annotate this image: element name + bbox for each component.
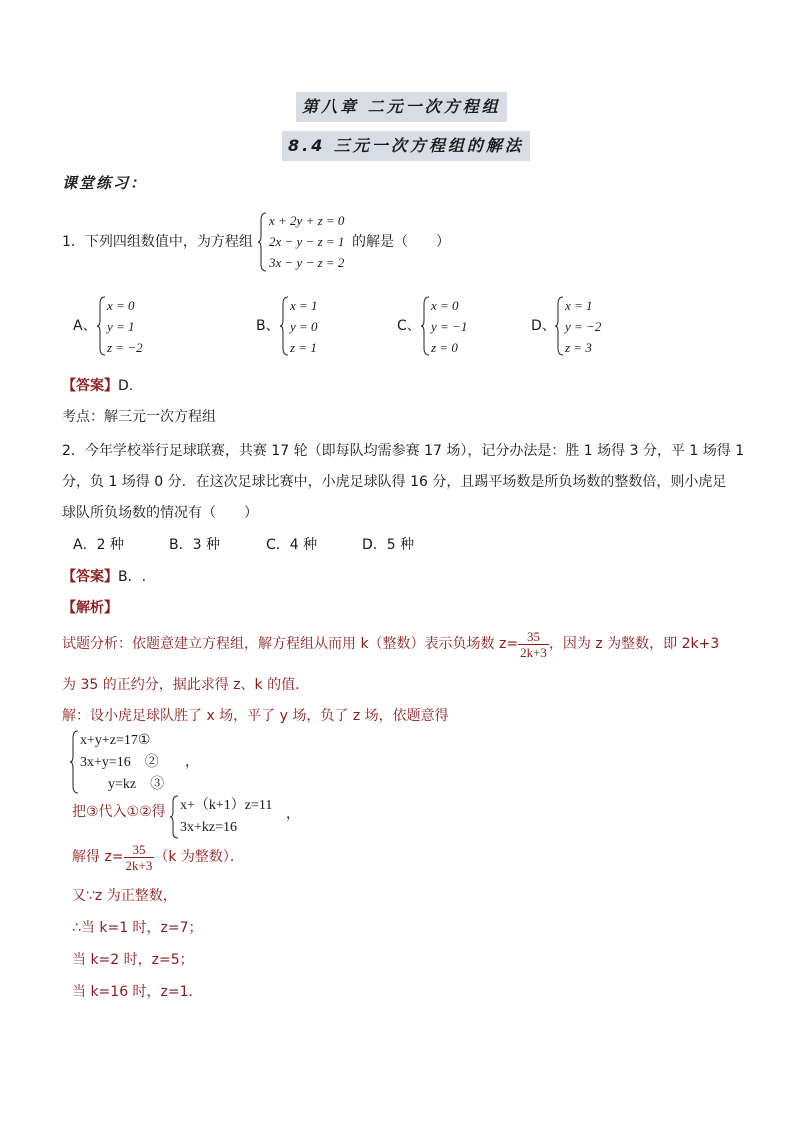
q2-analysis-line-1 bbox=[62, 627, 719, 661]
fraction-numerator: 35 bbox=[527, 628, 541, 644]
q2-case-2: 当 k=2 时，z=5； bbox=[72, 952, 194, 968]
q1-option-c-values bbox=[431, 297, 467, 356]
q2-result-before: 解得 z= bbox=[72, 849, 124, 865]
q2-result-after: （k 为整数）． bbox=[154, 849, 244, 865]
q1-option-a-z: z = −2 bbox=[107, 340, 143, 355]
q2-result-fraction bbox=[124, 842, 155, 873]
q2-option-b: B．3 种 bbox=[169, 537, 220, 553]
fraction-numerator: 35 bbox=[132, 841, 146, 857]
q1-eq-3: 3x − y − z = 2 bbox=[269, 255, 345, 270]
q1-answer-line bbox=[62, 376, 133, 396]
q1-option-d-y: y = −2 bbox=[565, 319, 602, 334]
q2-result-line bbox=[72, 840, 244, 874]
q2-sub-system-brace bbox=[170, 795, 180, 839]
q1-option-b-values bbox=[290, 297, 318, 356]
fraction-denominator: 2k+3 bbox=[520, 644, 547, 660]
q2-integer-line: 又∵z 为正整数， bbox=[72, 888, 177, 904]
q1-option-d-z: z = 3 bbox=[565, 340, 592, 355]
q2-substitute-text: 把③代入①②得 bbox=[72, 804, 166, 820]
q1-option-b-label: B、 bbox=[256, 318, 280, 334]
q2-answer-line bbox=[62, 567, 146, 587]
q2-option-d: D．5 种 bbox=[362, 537, 415, 553]
q1-stem-after: 的解是（ ） bbox=[352, 234, 450, 250]
q2-eq-3: y=kz ③ bbox=[80, 777, 165, 792]
q1-option-c-brace bbox=[421, 296, 431, 356]
q2-case-1: ∴当 k=1 时，z=7； bbox=[72, 920, 203, 936]
q2-stem-line-3: 球队所负场数的情况有（ ） bbox=[62, 505, 258, 521]
chapter-title: 第八章 二元一次方程组 bbox=[296, 92, 507, 122]
q2-sub-eq-1: x+（k+1）z=11 bbox=[180, 798, 273, 813]
q1-system-brace bbox=[258, 212, 268, 272]
q2-analysis-tag: 【解析】 bbox=[62, 600, 118, 616]
q1-option-d-x: x = 1 bbox=[565, 298, 593, 313]
q1-option-a-y: y = 1 bbox=[107, 319, 135, 334]
q2-case-3: 当 k=16 时，z=1． bbox=[72, 984, 203, 1000]
q2-system-comma: ， bbox=[185, 754, 199, 770]
q1-option-c-label: C、 bbox=[397, 318, 421, 334]
q1-option-d-values bbox=[565, 297, 601, 356]
q1-option-a-values bbox=[107, 297, 143, 356]
q2-answer-value: B．. bbox=[118, 569, 147, 585]
q1-eq-1: x + 2y + z = 0 bbox=[269, 213, 345, 228]
fraction-denominator: 2k+3 bbox=[125, 857, 153, 873]
q2-analysis-fraction bbox=[518, 629, 549, 660]
q2-analysis-text-before: 试题分析：依题意建立方程组，解方程组从而用 k（整数）表示负场数 z= bbox=[62, 636, 519, 652]
q2-option-c: C．4 种 bbox=[266, 537, 318, 553]
q1-option-a-brace bbox=[97, 296, 107, 356]
q2-sub-system bbox=[180, 795, 272, 839]
q2-eq-2: 3x+y=16 ② bbox=[80, 755, 159, 770]
q2-sub-eq-2: 3x+kz=16 bbox=[180, 820, 238, 835]
q2-analysis-line-2: 为 35 的正约分，据此求得 z、k 的值． bbox=[62, 677, 310, 693]
q1-system bbox=[269, 212, 344, 271]
q2-system-brace bbox=[70, 730, 80, 794]
q1-option-a-x: x = 0 bbox=[107, 298, 135, 313]
q1-option-c-z: z = 0 bbox=[431, 340, 458, 355]
q2-answer-tag: 【答案】 bbox=[62, 569, 118, 585]
q1-option-d-brace bbox=[555, 296, 565, 356]
q2-eq-1: x+y+z=17① bbox=[80, 733, 151, 748]
q2-system bbox=[80, 730, 164, 796]
q1-answer-value: D. bbox=[118, 378, 134, 394]
q1-stem-before: 1．下列四组数值中，为方程组 bbox=[62, 234, 253, 250]
q1-option-b-brace bbox=[280, 296, 290, 356]
q2-analysis-text-after: ，因为 z 为整数，即 2k+3 bbox=[548, 636, 720, 652]
q2-sub-system-comma: ， bbox=[286, 806, 300, 822]
q1-option-c-y: y = −1 bbox=[431, 319, 468, 334]
q2-stem-line-1: 2．今年学校举行足球联赛，共赛 17 轮（即每队均需参赛 17 场），记分办法是：胜 1 场得 3 分，平 1 场得 1 bbox=[62, 443, 745, 459]
q1-option-a-label: A、 bbox=[73, 318, 97, 334]
q2-option-a: A．2 种 bbox=[73, 537, 124, 553]
q1-eq-2: 2x − y − z = 1 bbox=[269, 234, 345, 249]
q1-option-b-z: z = 1 bbox=[290, 340, 317, 355]
practice-heading: 课堂练习： bbox=[62, 174, 148, 192]
q2-stem-line-2: 分，负 1 场得 0 分．在这次足球比赛中，小虎足球队得 16 分，且踢平场数是所负场数的整数倍，则小虎足 bbox=[62, 474, 727, 490]
section-title: 8.4 三元一次方程组的解法 bbox=[282, 131, 530, 161]
q2-solve-intro: 解：设小虎足球队胜了 x 场，平了 y 场，负了 z 场，依题意得 bbox=[62, 708, 449, 724]
q1-answer-tag: 【答案】 bbox=[62, 378, 118, 394]
q1-option-b-y: y = 0 bbox=[290, 319, 318, 334]
q1-option-d-label: D、 bbox=[531, 318, 556, 334]
q1-option-b-x: x = 1 bbox=[290, 298, 318, 313]
q1-option-c-x: x = 0 bbox=[431, 298, 459, 313]
q1-kaodian: 考点：解三元一次方程组 bbox=[62, 409, 216, 425]
